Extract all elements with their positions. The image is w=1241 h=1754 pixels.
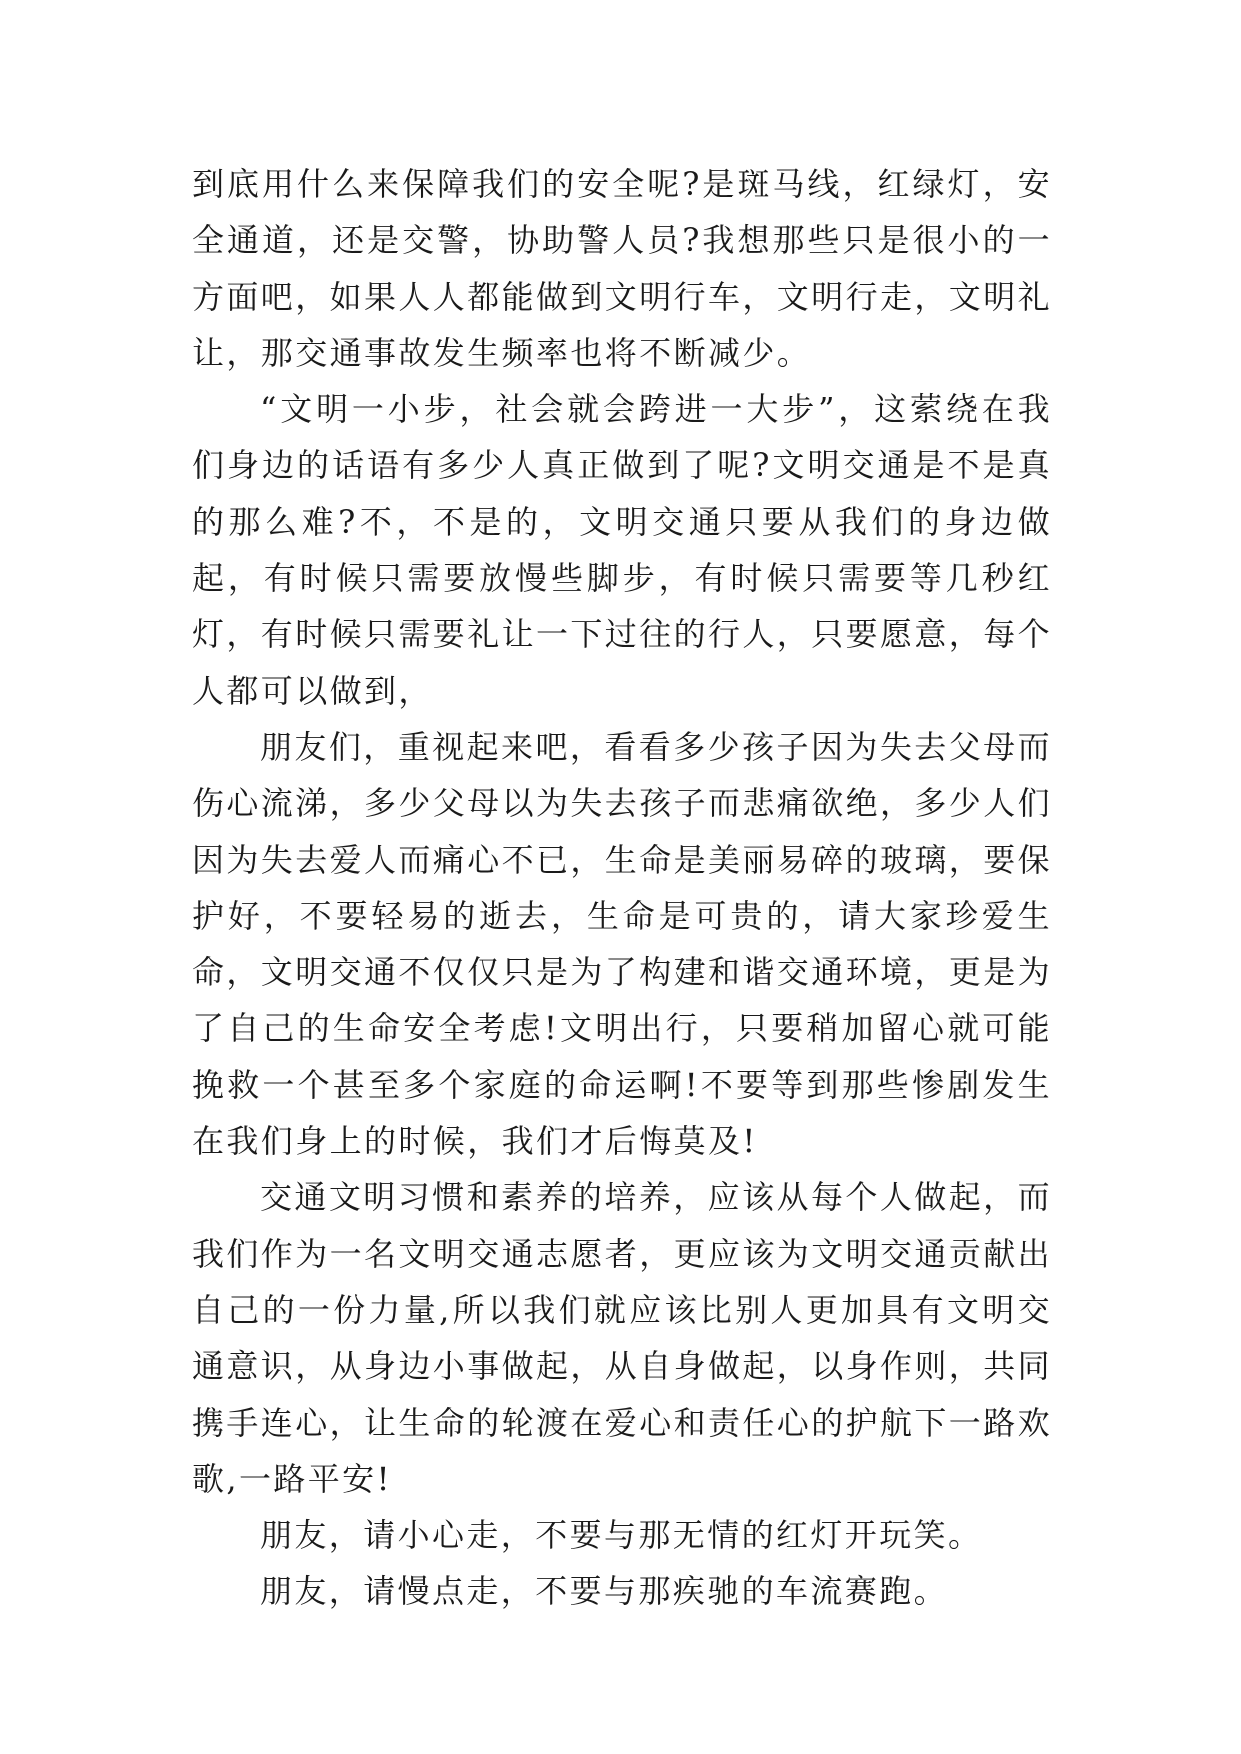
paragraph-2: “文明一小步，社会就会跨进一大步”，这萦绕在我们身边的话语有多少人真正做到了呢?文明交通是不是真的那么难?不，不是的，文明交通只要从我们的身边做起，有时候只需要放慢些脚步，有时候只需要等几秒红灯，有时候只需要礼让一下过往的行人，只要愿意，每个人都可以做到，: [192, 390, 1053, 710]
paragraph-3: 朋友们，重视起来吧，看看多少孩子因为失去父母而伤心流涕，多少父母以为失去孩子而悲痛欲绝，多少人们因为失去爱人而痛心不已，生命是美丽易碎的玻璃，要保护好，不要轻易的逝去，生命是可贵的，请大家珍爱生命，文明交通不仅仅只是为了构建和谐交通环境，更是为了自己的生命安全考虑!文明出行，只要稍加留心就可能挽救一个甚至多个家庭的命运啊!不要等到那些惨剧发生在我们身上的时候，我们才后悔莫及!: [192, 727, 1053, 1161]
document-body: [192, 156, 1052, 1620]
paragraph-1: 到底用什么来保障我们的安全呢?是斑马线，红绿灯，安全通道，还是交警，协助警人员?我想那些只是很小的一方面吧，如果人人都能做到文明行车，文明行走，文明礼让，那交通事故发生频率也将不断减少。: [192, 165, 1053, 372]
paragraph-6: 朋友，请慢点走，不要与那疾驰的车流赛跑。: [260, 1572, 949, 1611]
paragraph-4: 交通文明习惯和素养的培养，应该从每个人做起，而我们作为一名文明交通志愿者，更应该为文明交通贡献出自己的一份力量,所以我们就应该比别人更加具有文明交通意识，从身边小事做起，从自身做起，以身作则，共同携手连心，让生命的轮渡在爱心和责任心的护航下一路欢歌,一路平安!: [192, 1178, 1053, 1498]
paragraph-5: 朋友，请小心走，不要与那无情的红灯开玩笑。: [260, 1516, 983, 1555]
